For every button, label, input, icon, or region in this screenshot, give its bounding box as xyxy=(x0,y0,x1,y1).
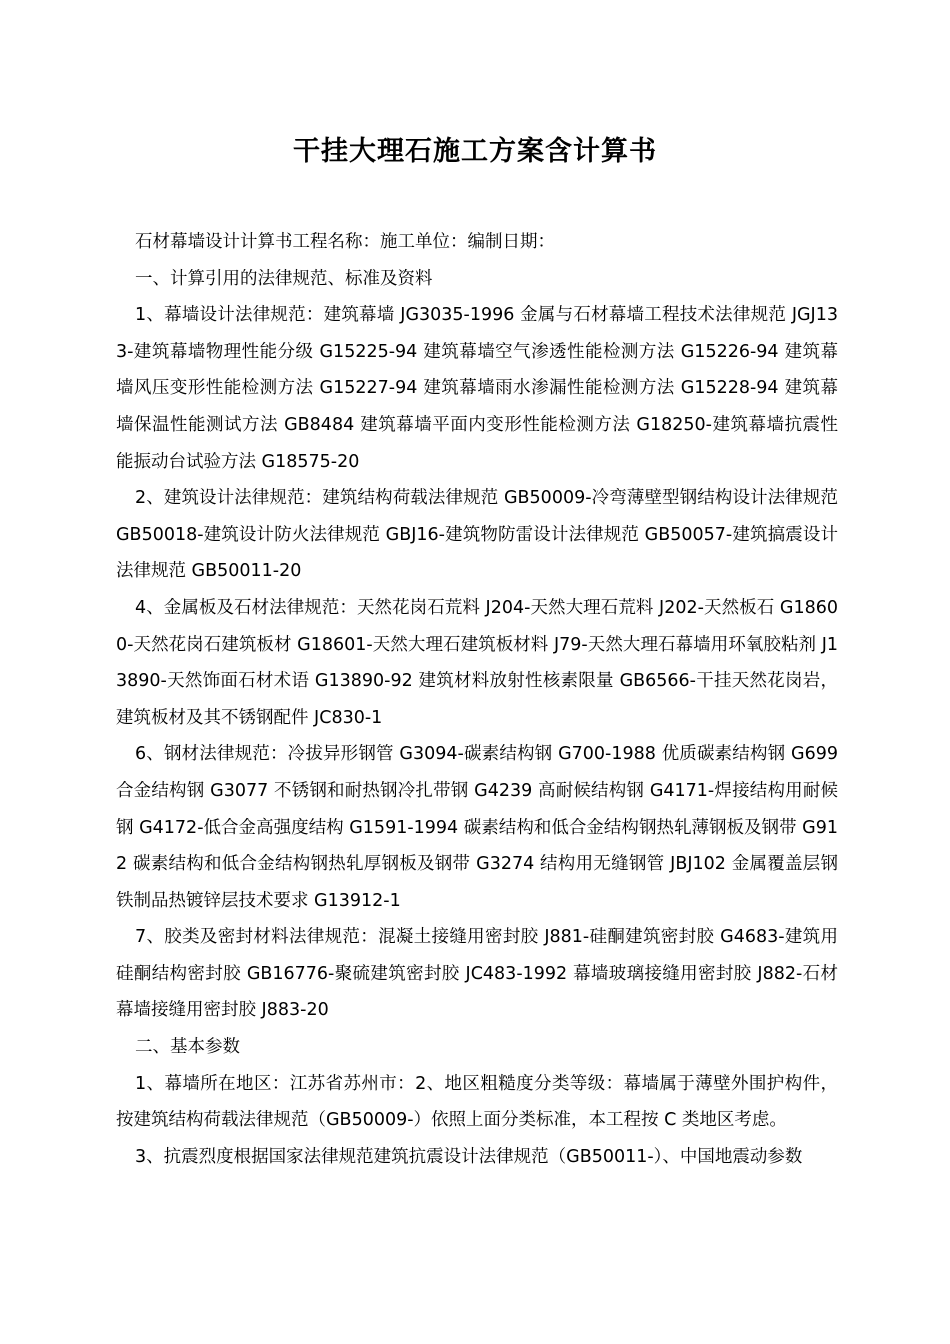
paragraph-metal-stone-standards: 4、金属板及石材法律规范：天然花岗石荒料 J204-天然大理石荒料 J202-天然板石 G18600-天然花岗石建筑板材 G18601-天然大理石建筑板材料 J79-天然大理石幕墙用环氧胶粘剂 J13890-天然饰面石材术语 G13890-92 建筑材料放射性核素限量 GB6566-干挂天然花岗岩，建筑板材及其不锈钢配件 JC830-1 xyxy=(116,597,838,728)
paragraph-location-roughness: 1、幕墙所在地区：江苏省苏州市：2、地区粗糙度分类等级：幕墙属于薄壁外围护构件，按建筑结构荷载法律规范（GB50009-）依照上面分类标准，本工程按 C 类地区考虑。 xyxy=(116,1073,838,1131)
paragraph-seismic-intensity: 3、抗震烈度根据国家法律规范建筑抗震设计法律规范（GB50011-）、中国地震动参数 xyxy=(135,1146,803,1167)
heading-section-1: 一、计算引用的法律规范、标准及资料 xyxy=(135,268,433,289)
paragraph-steel-standards: 6、钢材法律规范：冷拔异形钢管 G3094-碳素结构钢 G700-1988 优质碳素结构钢 G699 合金结构钢 G3077 不锈钢和耐热钢冷扎带钢 G4239 高耐候结构钢 G4171-焊接结构用耐候钢 G4172-低合金高强度结构 G1591-1994 碳素结构和低合金结构钢热轧薄钢板及钢带 G912 碳素结构和低合金结构钢热轧厚钢板及钢带 G3274 结构用无缝钢管 JBJ102 金属覆盖层钢铁制品热镀锌层技术要求 G13912-1 xyxy=(116,744,838,911)
paragraph-building-design-standards: 2、建筑设计法律规范：建筑结构荷载法律规范 GB50009-冷弯薄壁型钢结构设计法律规范 GB50018-建筑设计防火法律规范 GBJ16-建筑物防雷设计法律规范 GB50057-建筑搞震设计法律规范 GB50011-20 xyxy=(116,488,838,582)
paragraph-sealant-standards: 7、胶类及密封材料法律规范：混凝土接缝用密封胶 J881-硅酮建筑密封胶 G4683-建筑用硅酮结构密封胶 GB16776-聚硫建筑密封胶 JC483-1992 幕墙玻璃接缝用密封胶 J882-石材幕墙接缝用密封胶 J883-20 xyxy=(116,927,838,1021)
document-body xyxy=(116,224,838,1175)
heading-section-2: 二、基本参数 xyxy=(135,1037,240,1058)
paragraph-curtain-wall-standards: 1、幕墙设计法律规范：建筑幕墙 JG3035-1996 金属与石材幕墙工程技术法律规范 JGJ133-建筑幕墙物理性能分级 G15225-94 建筑幕墙空气渗透性能检测方法 G15226-94 建筑幕墙风压变形性能检测方法 G15227-94 建筑幕墙雨水渗漏性能检测方法 G15228-94 建筑幕墙保温性能测试方法 GB8484 建筑幕墙平面内变形性能检测方法 G18250-建筑幕墙抗震性能振动台试验方法 G18575-20 xyxy=(116,305,838,472)
paragraph-project-info: 石材幕墙设计计算书工程名称：施工单位：编制日期： xyxy=(135,232,555,252)
document-title: 干挂大理石施工方案含计算书 xyxy=(293,136,657,167)
